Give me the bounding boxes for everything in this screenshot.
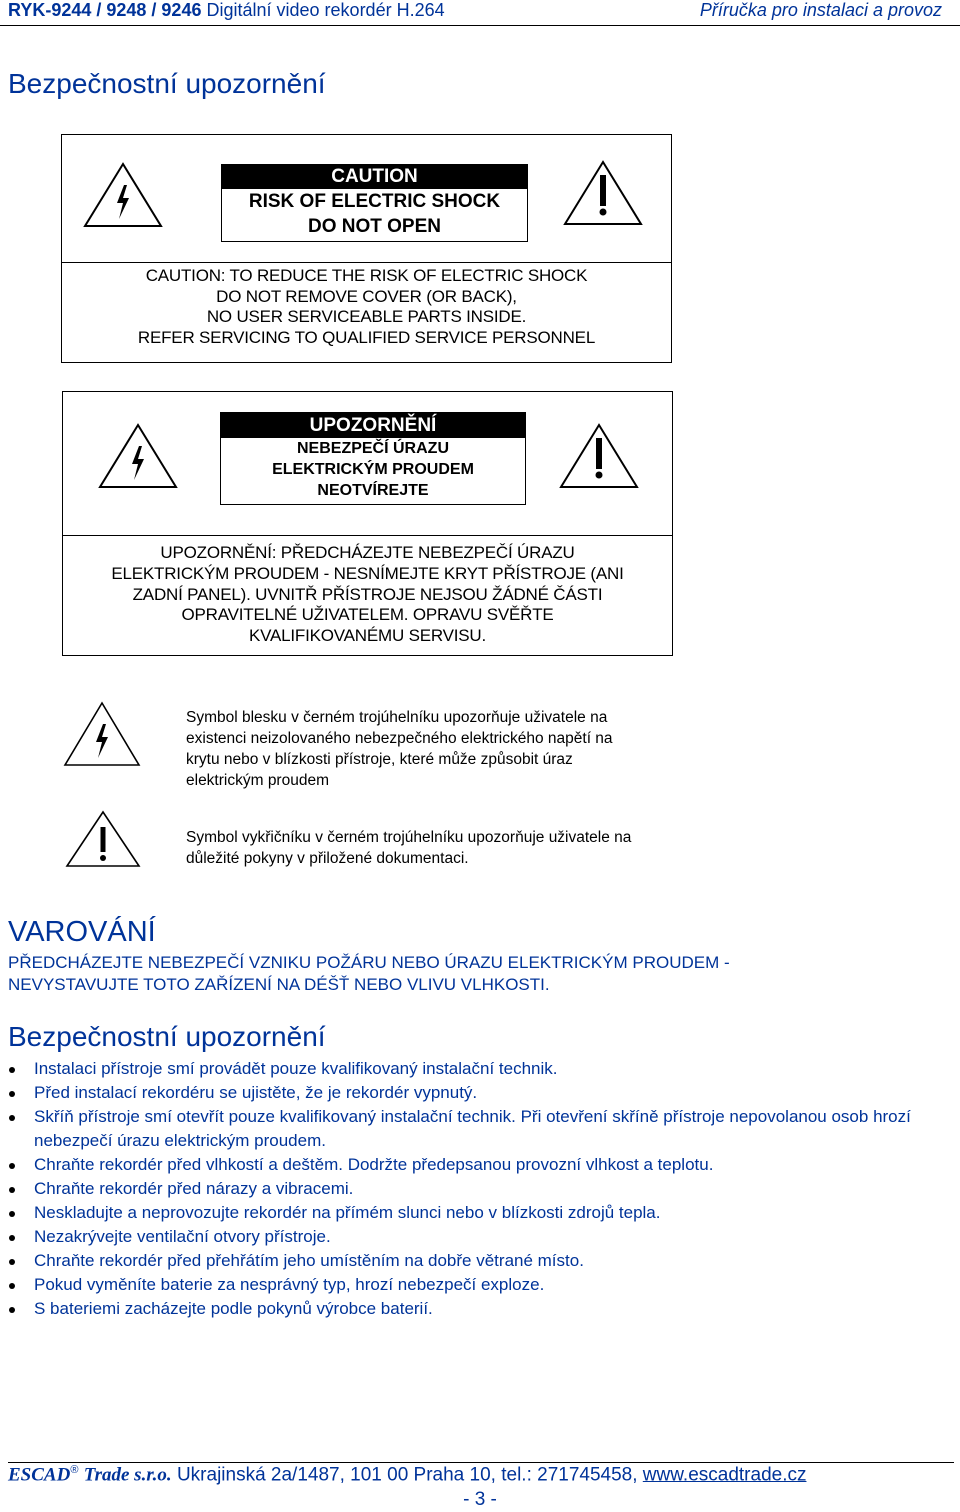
exclamation-triangle-icon (562, 159, 644, 227)
footer-reg-mark: ® (70, 1464, 79, 1476)
caution-text-cz-2: ELEKTRICKÝM PROUDEM - NESNÍMEJTE KRYT PŘÍSTROJE (ANI (111, 564, 624, 583)
header-model: RYK-9244 / 9248 / 9246 (8, 0, 202, 20)
note-text: Nezakrývejte ventilační otvory přístroje. (34, 1227, 331, 1246)
bullet-icon (9, 1307, 15, 1313)
caution-label-cz-line3: NEOTVÍREJTE (317, 482, 429, 499)
lightning-text-line: krytu nebo v blízkosti přístroje, které může způsobit úraz (186, 751, 573, 768)
note-text: Skříň přístroje smí otevřít pouze kvalifikovaný instalační technik. Při otevření skříně přístroje nepovolanou osob hrozí nebezpečí úrazu elektrickým proudem. (34, 1107, 911, 1150)
header-manual: Příručka pro instalaci a provoz (699, 0, 942, 20)
bullet-icon (9, 1067, 15, 1073)
lightning-text-line: existenci neizolovaného nebezpečného elektrického napětí na (186, 730, 613, 747)
warning-line-2: NEVYSTAVUJTE TOTO ZAŘÍZENÍ NA DÉŠŤ NEBO VLIVU VLHKOSTI. (8, 975, 550, 994)
note-text: Před instalací rekordéru se ujistěte, že je rekordér vypnutý. (34, 1083, 478, 1102)
footer-divider (8, 1462, 954, 1463)
caution-label-en (221, 164, 528, 242)
note-text: Chraňte rekordér před přehřátím jeho umístěním na dobře větrané místo. (34, 1251, 584, 1270)
caution-text-en-2: DO NOT REMOVE COVER (OR BACK), (216, 287, 517, 306)
bullet-icon (9, 1115, 15, 1121)
note-text: Pokud vyměníte baterie za nesprávný typ, hrozí nebezpečí exploze. (34, 1275, 545, 1294)
caution-text-cz-4: OPRAVITELNÉ UŽIVATELEM. OPRAVU SVĚŘTE (181, 605, 554, 624)
bullet-icon (9, 1283, 15, 1289)
footer-website-link[interactable]: www.escadtrade.cz (642, 1464, 807, 1486)
page-footer (8, 1464, 806, 1486)
header-left (8, 0, 445, 21)
note-text: S bateriemi zacházejte podle pokynů výrobce baterií. (34, 1299, 433, 1318)
caution-text-en-1: CAUTION: TO REDUCE THE RISK OF ELECTRIC SHOCK (145, 266, 588, 285)
note-text: Chraňte rekordér před vlhkostí a deštěm. Dodržte předepsanou provozní vlhkost a teplotu. (34, 1155, 714, 1174)
warning-title: VAROVÁNÍ (8, 916, 156, 948)
list-item (0, 1225, 960, 1249)
bullet-icon (9, 1259, 15, 1265)
note-text: Neskladujte a neprovozujte rekordér na přímém slunci nebo v blízkosti zdrojů tepla. (34, 1203, 661, 1222)
caution-text-cz-3: ZADNÍ PANEL). UVNITŘ PŘÍSTROJE NEJSOU ŽÁDNÉ ČÁSTI (132, 585, 603, 604)
list-item (0, 1153, 960, 1177)
list-item (0, 1249, 960, 1273)
note-text: Chraňte rekordér před nárazy a vibracemi. (34, 1179, 354, 1198)
exclamation-symbol-text (186, 827, 631, 869)
page-number: - 3 - (463, 1489, 497, 1510)
bullet-icon (9, 1235, 15, 1241)
footer-address: Ukrajinská 2a/1487, 101 00 Praha 10, tel.: 271745458, (176, 1464, 638, 1486)
caution-box-en (61, 134, 672, 363)
safety-heading: Bezpečnostní upozornění (8, 68, 326, 99)
lightning-text-line: elektrickým proudem (186, 772, 329, 789)
warning-line-1: PŘEDCHÁZEJTE NEBEZPEČÍ VZNIKU POŽÁRU NEBO ÚRAZU ELEKTRICKÝM PROUDEM - (8, 953, 730, 972)
note-text: Instalaci přístroje smí provádět pouze kvalifikovaný instalační technik. (34, 1059, 558, 1078)
bullet-icon (9, 1163, 15, 1169)
lightning-symbol-text (186, 707, 613, 791)
caution-label-head: CAUTION (222, 165, 527, 189)
caution-label-line1: RISK OF ELECTRIC SHOCK (248, 191, 501, 212)
list-item (0, 1105, 960, 1153)
header-product: Digitální video rekordér H.264 (206, 0, 445, 20)
bullet-icon (9, 1211, 15, 1217)
exclamation-triangle-icon (558, 422, 640, 490)
footer-company-suffix: Trade s.r.o. (83, 1464, 172, 1486)
bullet-icon (9, 1187, 15, 1193)
caution-text-cz-5: KVALIFIKOVANÉMU SERVISU. (248, 626, 487, 645)
lightning-triangle-icon (82, 161, 164, 229)
caution-label-cz-head: UPOZORNĚNÍ (221, 413, 525, 438)
caution-label-line2: DO NOT OPEN (307, 216, 441, 237)
caution-label-cz (220, 412, 526, 505)
list-item (0, 1201, 960, 1225)
list-item (0, 1297, 960, 1321)
list-item (0, 1057, 960, 1081)
lightning-triangle-icon (97, 422, 179, 490)
exclamation-text-line: důležité pokyny v přiložené dokumentaci. (186, 850, 469, 867)
footer-company: ESCAD (8, 1464, 71, 1486)
caution-label-cz-line1: NEBEZPEČÍ ÚRAZU (296, 440, 449, 457)
box-divider (62, 262, 671, 263)
list-item (0, 1081, 960, 1105)
lightning-triangle-icon (62, 700, 142, 768)
exclamation-triangle-icon (64, 809, 142, 869)
caution-text-en-4: REFER SERVICING TO QUALIFIED SERVICE PERSONNEL (137, 328, 596, 347)
box-divider (63, 535, 672, 536)
exclamation-text-line: Symbol vykřičníku v černém trojúhelníku upozorňuje uživatele na (186, 829, 632, 846)
safety-notes-list (0, 1057, 960, 1321)
lightning-text-line: Symbol blesku v černém trojúhelníku upozorňuje uživatele na (186, 709, 608, 726)
caution-box-cz (62, 391, 673, 656)
caution-text-en-3: NO USER SERVICEABLE PARTS INSIDE. (206, 307, 527, 326)
caution-label-cz-line2: ELEKTRICKÝM PROUDEM (272, 461, 474, 478)
caution-text-cz-1: UPOZORNĚNÍ: PŘEDCHÁZEJTE NEBEZPEČÍ ÚRAZU (160, 543, 575, 562)
list-item (0, 1177, 960, 1201)
list-item (0, 1273, 960, 1297)
safety-notes-heading: Bezpečnostní upozornění (8, 1021, 326, 1052)
bullet-icon (9, 1091, 15, 1097)
page-header (0, 0, 960, 26)
